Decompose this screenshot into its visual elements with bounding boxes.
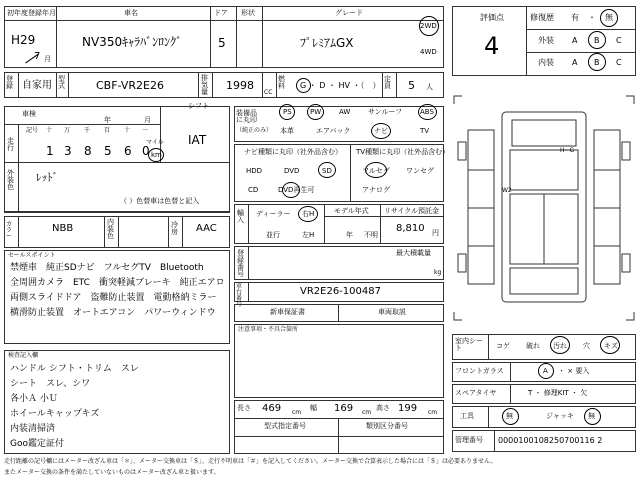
inspector-line-4: ホイールキャップキズ <box>10 409 100 419</box>
use-value: 自家用 <box>22 80 52 91</box>
inspector-label: 検査記入欄 <box>8 352 39 359</box>
length-unit: cm <box>292 409 302 416</box>
grade-label: グレード <box>335 9 363 17</box>
jack-label: ジャッキ <box>546 412 574 420</box>
doors-value: 5 <box>218 36 226 50</box>
equip-sunroof: サンルーフ <box>368 108 403 116</box>
navi-title: ナビ種類に丸印（社外品含む） <box>244 148 342 156</box>
digit-header: 千 <box>84 127 91 134</box>
inspection-year: 年 <box>104 116 111 124</box>
navi-dvdplay: DVD再生可 <box>278 186 315 194</box>
model-value: CBF-VR2E26 <box>96 79 164 92</box>
repair-label: 修復歴 <box>530 13 554 22</box>
displacement-value: 1998 <box>226 79 254 92</box>
import-parallel: 並行 <box>266 231 280 239</box>
inspection-label: 車検 <box>22 110 36 118</box>
height-label: 高さ <box>376 404 390 412</box>
cc-unit: CC <box>264 89 273 96</box>
footer-line-2: またメーター交換の条件を満たしていないものはメーター改ざん車と扱います。 <box>4 469 220 476</box>
front-glass-rest: ・ × 要入 <box>558 367 590 375</box>
sheet-yabure: 破れ <box>526 342 540 350</box>
repair-no: 無 <box>605 13 613 22</box>
equip-leather: 本革 <box>280 127 294 135</box>
sales-line-3: 両側スライドドア 盗難防止装置 電動格納ミラー <box>10 293 217 303</box>
shape-label: 形状 <box>241 9 255 17</box>
shift-value: IAT <box>188 133 207 147</box>
ac-label: 冷房 <box>171 221 178 236</box>
tv-fullseg: フルセグ <box>362 167 390 175</box>
tools-row <box>452 406 636 428</box>
navi-cd: CD <box>248 186 259 194</box>
repair-yes: 有 <box>571 13 579 22</box>
model-year-unit: 年 <box>346 231 353 239</box>
model-year-label: モデル年式 <box>334 207 369 215</box>
notes-block <box>234 324 444 398</box>
capacity-label: 定員 <box>384 75 391 90</box>
height-value: 199 <box>398 403 418 414</box>
sheet-yogore: 汚れ <box>553 342 567 350</box>
equip-aw: AW <box>339 108 351 116</box>
left-side <box>468 130 494 284</box>
drive-4wd: 4WD <box>420 48 437 56</box>
first-reg-month-unit: 月 <box>44 55 51 63</box>
capacity-unit: 人 <box>426 83 433 91</box>
fuel-label: 燃料 <box>278 75 285 90</box>
car-diagram <box>452 90 636 326</box>
width-unit: cm <box>362 409 372 416</box>
class-number-label: 類別区分番号 <box>366 422 408 430</box>
sales-line-1: 禁煙車 純正SDナビ フルセグTV Bluetooth <box>10 263 204 273</box>
chassis-label: 車台番号 <box>236 283 243 308</box>
model-year-unknown: 不明 <box>364 231 378 239</box>
width-value: 169 <box>334 403 354 414</box>
reg-number-label: 登録番号 <box>237 249 244 278</box>
navi-sd: SD <box>322 167 332 175</box>
fuel-options: G ・ D ・ HV ・（ ） <box>300 81 381 90</box>
capacity-value: 5 <box>408 79 415 92</box>
interior-a: A <box>572 58 578 67</box>
interior-c: C <box>616 58 622 67</box>
score-label: 評価点 <box>480 13 504 22</box>
footer-line-1: 走行距離の記号欄にはメーター改ざん車は「＊」、メーター交換車は「＄」、走行不明車は「＃」を記入してください。メーター交換で合算表示した場合には「＄」は必要ありません。 <box>4 458 497 465</box>
drive-2wd: 2WD <box>420 22 437 30</box>
inspector-line-3: 各小Ａ 小Ｕ <box>10 394 58 404</box>
grade-value: ﾌﾟﾚﾐｱﾑGX <box>300 36 354 50</box>
exterior-a: A <box>572 36 578 45</box>
digit-header: 百 <box>104 127 111 134</box>
sheet-koge: コゲ <box>496 342 510 350</box>
jack-none: 無 <box>588 412 595 420</box>
digit-header: 十 <box>46 127 53 134</box>
first-reg-month: 7 <box>34 51 41 62</box>
mileage-digit: 3 <box>64 144 72 158</box>
mileage-digit: 8 <box>84 144 92 158</box>
exterior-c: C <box>616 36 622 45</box>
exterior-label: 外装 <box>538 36 554 45</box>
front-glass-a: A <box>543 367 548 375</box>
notes-label: 注意事項・不具合箇所 <box>238 326 299 333</box>
color-change-note: （ ）色替車は色替と記入 <box>120 197 200 205</box>
equipment-title: 装備品に丸印 <box>236 109 257 124</box>
recycle-unit: 円 <box>432 229 439 237</box>
recycle-label: リサイクル預託金 <box>384 207 440 215</box>
rear-area <box>510 268 578 294</box>
navi-hdd: HDD <box>246 167 263 175</box>
import-label: 輸入 <box>237 209 244 224</box>
manual-label: 車両取説 <box>378 308 406 316</box>
tv-title: TV種類に丸印（社外品含む） <box>356 148 450 156</box>
color-no-label: カラー <box>6 221 13 240</box>
tv-analog: アナログ <box>362 186 390 194</box>
equip-abs: ABS <box>420 108 434 116</box>
max-load-unit: kg <box>434 269 442 276</box>
model-label: 型式 <box>58 75 65 90</box>
right-side <box>594 130 620 284</box>
inspector-line-5: 内装清掃済 <box>10 424 56 434</box>
spare-tire-label: スペアタイヤ <box>455 389 497 397</box>
max-load-label: 最大積載量 <box>396 249 431 257</box>
interior-label: 内装 <box>538 58 554 67</box>
exterior-color-value: ﾚｯﾄﾞ <box>36 171 58 184</box>
color-no-value: NBB <box>52 223 74 234</box>
type-number-label: 型式指定番号 <box>264 422 306 430</box>
diagram-w-label: W2 <box>502 187 512 194</box>
length-label: 長さ <box>237 404 251 412</box>
recycle-value: 8,810 <box>396 223 425 234</box>
width-label: 幅 <box>310 404 317 412</box>
car-name-label: 車名 <box>124 9 138 17</box>
spare-tire-items: T ・ 修理KIT ・ 欠 <box>528 389 588 397</box>
sales-points-label: セールスポイント <box>8 252 56 259</box>
equip-airbag: エアバック <box>316 127 351 135</box>
inspector-line-1: ハンドル シフト・トリム スレ <box>10 364 139 374</box>
displacement-label: 排気量 <box>201 74 208 96</box>
navi-dvd: DVD <box>284 167 300 175</box>
new-warranty-label: 新車保証書 <box>270 308 305 316</box>
chassis-value: VR2E26-100487 <box>300 286 381 297</box>
sales-line-2: 全周囲カメラ ETC 衝突軽減ブレーキ 純正エアロ <box>10 278 225 288</box>
import-left-h: 左H <box>302 231 315 239</box>
interior-color-label: 内装色 <box>107 218 114 240</box>
tools-none: 無 <box>506 412 513 420</box>
mile-label: マイル <box>146 139 164 146</box>
first-reg-label: 初年度登録年月 <box>7 9 56 17</box>
equip-pw: PW <box>310 108 322 116</box>
mileage-digit: 1 <box>46 144 54 158</box>
sales-line-4: 横滑防止装置 オートエアコン パワーウィンドウ <box>10 308 216 318</box>
inspector-line-2: シート スレ、シワ <box>10 379 91 389</box>
digit-header: 一 <box>142 127 149 134</box>
exterior-b: B <box>594 36 600 45</box>
sheet-kizu: キズ <box>604 342 618 350</box>
equip-ps: PS <box>283 108 292 116</box>
mileage-digit: 5 <box>104 144 112 158</box>
tv-oneseg: ワンセグ <box>406 167 434 175</box>
digit-header: 万 <box>64 127 71 134</box>
equip-tv: TV <box>420 127 430 135</box>
exterior-color-label: 外装色 <box>7 169 14 191</box>
sheet-ana: 穴 <box>583 342 590 350</box>
repair-sep: ・ <box>588 13 596 22</box>
km-label: km <box>151 151 162 159</box>
car-name-value: NV350ｷｬﾗﾊﾞﾝﾛﾝｸﾞ <box>82 35 183 49</box>
reg-label: 登録 <box>6 75 13 90</box>
mileage-label: 走行 <box>7 137 14 152</box>
mileage-digit: 0 <box>142 144 150 158</box>
manage-value: 0000100108250700116 2 <box>498 436 603 445</box>
digit-header: 記号 <box>26 127 39 134</box>
mileage-digit: 6 <box>124 144 132 158</box>
front-glass-label: フロントガラス <box>455 367 504 375</box>
inspection-month: 月 <box>144 116 151 124</box>
diagram-h-label: H~G <box>560 147 575 154</box>
height-unit: cm <box>428 409 438 416</box>
windshield <box>512 120 576 146</box>
digit-header: 十 <box>124 127 131 134</box>
interior-b: B <box>594 58 600 67</box>
import-dealer: ディーラー <box>256 210 291 218</box>
import-right-h: 右H <box>302 210 315 218</box>
shift-label: シフト <box>188 102 209 110</box>
ac-value: AAC <box>196 223 217 234</box>
first-reg-year: H29 <box>11 33 36 47</box>
length-value: 469 <box>262 403 282 414</box>
inspector-line-6: Goo鑑定証付 <box>10 439 64 449</box>
tools-label: 工具 <box>460 412 474 420</box>
equip-navi: ナビ <box>374 127 388 135</box>
score-value: 4 <box>484 32 500 60</box>
warranty-row <box>234 304 444 322</box>
manage-label: 管理番号 <box>455 436 483 444</box>
hood-area <box>510 150 578 190</box>
door-label: ドア <box>214 9 228 17</box>
equip-genuine-note: （純正のみ） <box>236 127 273 134</box>
interior-sheet-label: 室内シート <box>455 337 483 352</box>
